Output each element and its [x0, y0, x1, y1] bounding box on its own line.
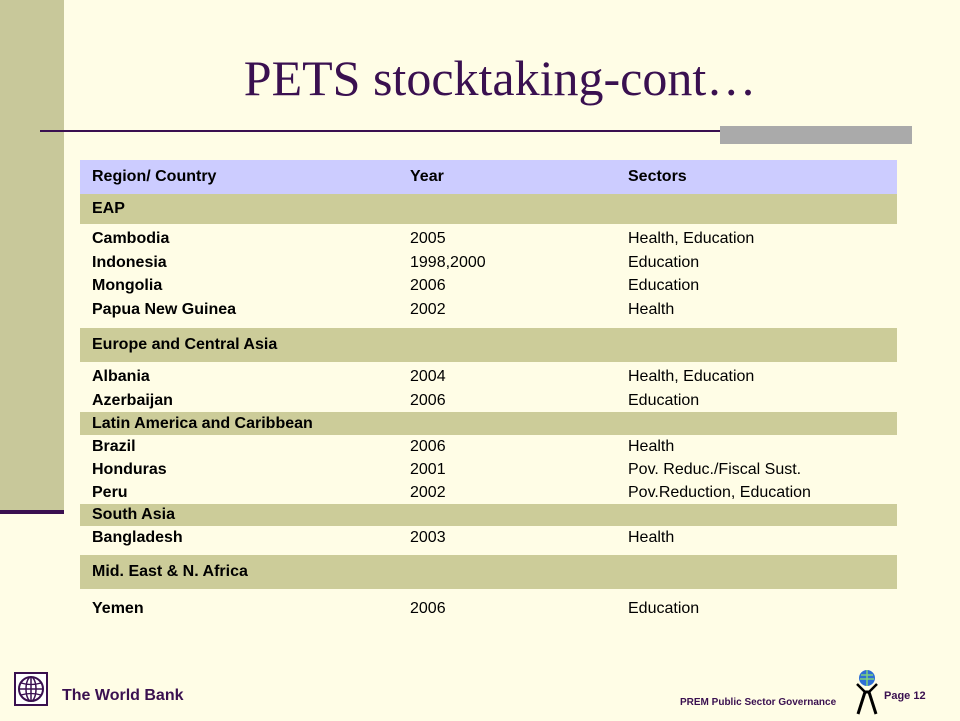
header-region-country: Region/ Country	[92, 168, 217, 185]
year-cell: 2006	[410, 600, 446, 617]
country-cell: Azerbaijan	[92, 391, 173, 409]
left-accent-bar	[0, 0, 64, 512]
table-row	[80, 481, 897, 504]
sectors-cell: Pov. Reduc./Fiscal Sust.	[628, 460, 802, 478]
table-row	[80, 364, 897, 389]
header-year: Year	[410, 168, 444, 185]
sectors-cell: Health	[628, 528, 675, 546]
sectors-cell: Health	[628, 301, 675, 318]
table-row	[80, 226, 897, 251]
country-cell: Indonesia	[92, 253, 167, 271]
country-cell: Bangladesh	[92, 528, 183, 546]
year-cell: 2006	[410, 437, 446, 455]
table-band-row	[80, 504, 897, 526]
band-label: Europe and Central Asia	[92, 336, 278, 353]
year-cell: 2002	[410, 301, 446, 318]
band-label: South Asia	[92, 506, 175, 523]
year-cell: 2006	[410, 277, 446, 294]
table-band-row	[80, 555, 897, 589]
sectors-cell: Education	[628, 277, 700, 294]
table-band-row	[80, 194, 897, 224]
year-cell: 2003	[410, 528, 446, 546]
sectors-cell: Health, Education	[628, 229, 755, 247]
country-cell: Yemen	[92, 600, 144, 617]
table-row	[80, 526, 897, 549]
header-sectors: Sectors	[628, 168, 687, 185]
slide-title: PETS stocktaking-cont…	[243, 50, 757, 106]
left-accent-tick	[0, 510, 64, 514]
sectors-cell: Education	[628, 600, 700, 617]
table-band-row	[80, 328, 897, 362]
year-cell: 2004	[410, 367, 446, 385]
country-cell: Honduras	[92, 460, 167, 478]
year-cell: 2005	[410, 229, 446, 247]
world-bank-globe-icon	[14, 672, 48, 706]
table-header-row	[80, 160, 897, 194]
band-label: EAP	[92, 200, 125, 217]
page-number: Page 12	[884, 690, 926, 702]
organization-name: The World Bank	[62, 687, 184, 704]
country-cell: Mongolia	[92, 277, 163, 294]
table-band-row	[80, 412, 897, 435]
year-cell: 2002	[410, 483, 446, 501]
sectors-cell: Education	[628, 253, 700, 271]
globe-figure-icon	[852, 668, 882, 716]
table-row	[80, 458, 897, 481]
sectors-cell: Health	[628, 437, 675, 455]
title-underline-box	[720, 126, 912, 144]
table-row	[80, 389, 897, 412]
table-row	[80, 274, 897, 298]
band-label: Latin America and Caribbean	[92, 414, 313, 432]
table-row	[80, 595, 897, 623]
sectors-cell: Health, Education	[628, 367, 755, 385]
country-cell: Brazil	[92, 437, 136, 455]
country-cell: Peru	[92, 483, 128, 501]
sectors-cell: Education	[628, 391, 700, 409]
band-label: Mid. East & N. Africa	[92, 563, 248, 580]
table-row	[80, 251, 897, 274]
year-cell: 2001	[410, 460, 446, 478]
year-cell: 2006	[410, 391, 446, 409]
sectors-cell: Pov.Reduction, Education	[628, 483, 811, 501]
table-row	[80, 435, 897, 458]
table-row	[80, 298, 897, 322]
country-cell: Papua New Guinea	[92, 301, 237, 318]
unit-name: PREM Public Sector Governance	[680, 697, 837, 708]
country-cell: Albania	[92, 367, 150, 385]
year-cell: 1998,2000	[410, 253, 486, 271]
pets-table	[80, 160, 897, 623]
country-cell: Cambodia	[92, 229, 170, 247]
